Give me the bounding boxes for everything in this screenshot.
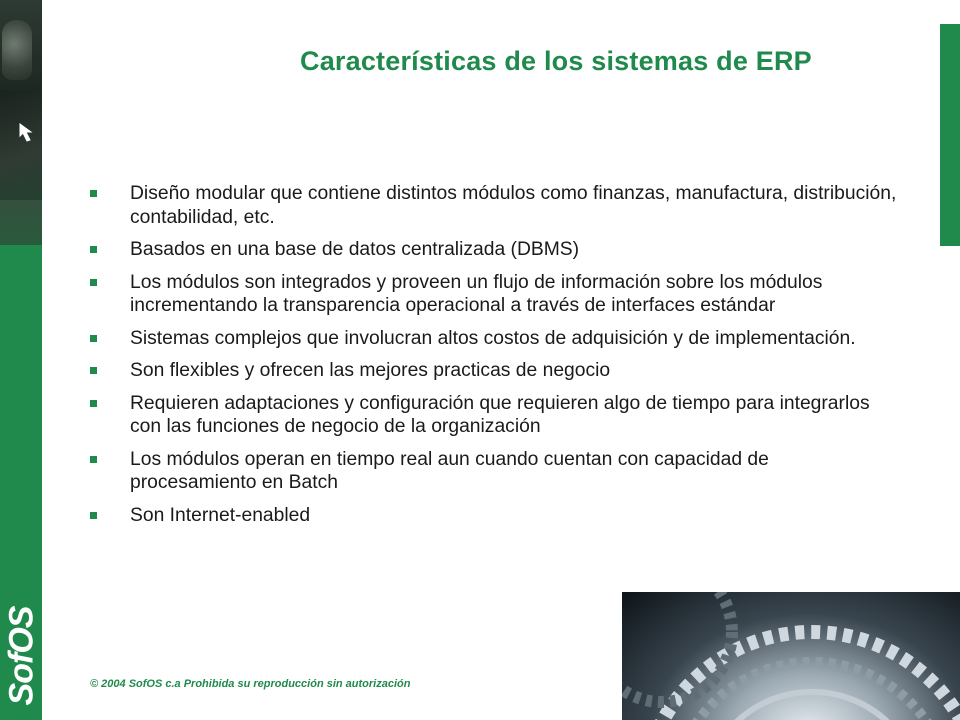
bullet-text: Son Internet-enabled bbox=[130, 504, 311, 526]
bullet-item bbox=[88, 448, 898, 495]
gears-image bbox=[622, 592, 960, 720]
bullet-text: Diseño modular que contiene distintos módulos como finanzas, manufactura, distribución, contabilidad, etc. bbox=[130, 183, 897, 228]
bullet-square-icon bbox=[90, 456, 97, 463]
bullet-item bbox=[88, 271, 898, 318]
bullet-square-icon bbox=[90, 335, 97, 342]
bullet-text: Los módulos son integrados y proveen un flujo de información sobre los módulos incrementando la transparencia operacional a través de interfaces estándar bbox=[130, 271, 823, 316]
slide-title: Características de los sistemas de ERP bbox=[300, 46, 812, 76]
person-head-shape bbox=[2, 20, 32, 80]
bullet-item bbox=[88, 182, 898, 229]
bullet-square-icon bbox=[90, 400, 97, 407]
bullet-list bbox=[88, 182, 898, 536]
bullet-text: Son flexibles y ofrecen las mejores practicas de negocio bbox=[130, 360, 611, 381]
gears-illustration bbox=[622, 592, 960, 720]
bullet-item bbox=[88, 504, 898, 528]
sofos-logo bbox=[2, 600, 42, 712]
bullet-square-icon bbox=[90, 279, 97, 286]
copyright-footer: © 2004 SofOS c.a Prohibida su reproducción sin autorización bbox=[90, 678, 411, 690]
bullet-item bbox=[88, 392, 898, 439]
bullet-square-icon bbox=[90, 512, 97, 519]
bullet-item bbox=[88, 359, 898, 383]
bullet-square-icon bbox=[90, 190, 97, 197]
bullet-item bbox=[88, 238, 898, 262]
person-photo bbox=[0, 0, 42, 245]
bullet-text: Sistemas complejos que involucran altos costos de adquisición y de implementación. bbox=[130, 327, 856, 349]
person-shoulder-shape bbox=[0, 90, 42, 200]
bullet-square-icon bbox=[90, 367, 97, 374]
logo-text: SofOS bbox=[2, 606, 41, 706]
right-accent-bar bbox=[940, 24, 960, 246]
bullet-square-icon bbox=[90, 246, 97, 253]
left-sidebar-band bbox=[0, 0, 42, 720]
arrow-cursor-icon bbox=[18, 122, 40, 144]
bullet-item bbox=[88, 327, 898, 351]
bullet-text: Basados en una base de datos centralizada (DBMS) bbox=[130, 239, 580, 260]
bullet-text: Los módulos operan en tiempo real aun cuando cuentan con capacidad de procesamiento en Batch bbox=[130, 448, 769, 493]
bullet-text: Requieren adaptaciones y configuración que requieren algo de tiempo para integrarlos con las funciones de negocio de la organización bbox=[130, 392, 870, 437]
